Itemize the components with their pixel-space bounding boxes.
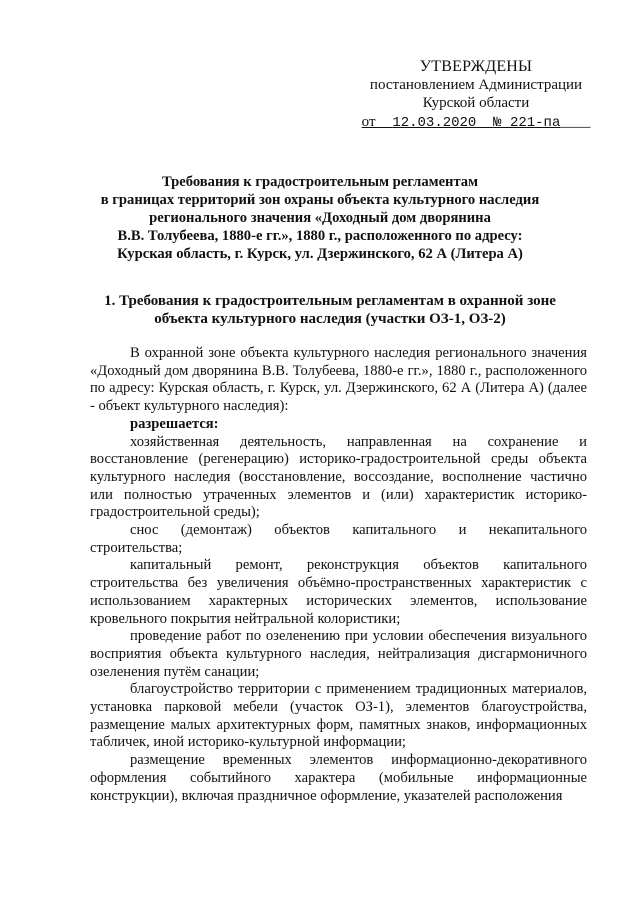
approval-date-line <box>360 113 592 132</box>
approval-region: Курской области <box>422 95 530 111</box>
approval-authority: постановлением Администрации <box>369 77 583 93</box>
permitted-label: разрешается: <box>130 415 219 432</box>
approval-stamp <box>360 58 592 132</box>
body-paragraph: хозяйственная деятельность, направленная на сохранение и восстановление (регенерацию) историко-градостроительной среды объекта культурного наследия (восстановление, воссоздание, восполнение частично или полностью утраченных элементов и (или) характеристик историко-градостроительной среды); <box>90 433 587 521</box>
title-line: В.В. Толубеева, 1880-е гг.», 1880 г., расположенного по адресу: <box>117 228 523 244</box>
approval-date: 12.03.2020 <box>392 115 477 131</box>
body-paragraph: снос (демонтаж) объектов капитального и некапитального строительства; <box>90 522 587 556</box>
title-line: в границах территорий зон охраны объекта культурного наследия <box>100 192 540 208</box>
approval-heading: УТВЕРЖДЕНЫ <box>419 58 533 75</box>
body-paragraph: капитальный ремонт, реконструкция объектов капитального строительства без увеличения объёмно-пространственных характеристик с использованием характерных исторических элементов, использование кровельного покрытия нейтральной колористики; <box>90 557 587 627</box>
document-body <box>90 345 587 805</box>
approval-trailing: ____ <box>560 114 591 130</box>
body-paragraph: размещение временных элементов информационно-декоративного оформления событийного характера (мобильные информационные конструкции), включая праздничное оформление, указателей расположения <box>90 752 587 804</box>
body-paragraph: благоустройство территории с применением традиционных материалов, установка парковой мебели (участок ОЗ-1), элементов благоустройства, размещение малых архитектурных форм, памятных знаков, информационных табличек, иной историко-культурной информации; <box>90 681 587 751</box>
title-line: Курская область, г. Курск, ул. Дзержинского, 62 А (Литера А) <box>117 246 523 262</box>
section-heading-line: 1. Требования к градостроительным регламентам в охранной зоне <box>104 293 556 309</box>
body-paragraph: В охранной зоне объекта культурного наследия регионального значения «Доходный дом дворянина В.В. Толубеева, 1880-е гг.», 1880 г., расположенного по адресу: Курская область, г. Курск, ул. Дзержинского, 62 А (Литера А) (далее - объект культурного наследия): <box>90 345 587 415</box>
section-heading-line: объекта культурного наследия (участки ОЗ-1, ОЗ-2) <box>154 311 506 327</box>
body-paragraph: проведение работ по озеленению при условии обеспечения визуального восприятия объекта культурного наследия, нейтрализация дисгармоничного озеленения путём санации; <box>90 628 587 680</box>
approval-date-prefix: от <box>361 114 376 130</box>
approval-number: № 221-па <box>493 115 561 131</box>
title-line: регионального значения «Доходный дом дворянина <box>149 210 491 226</box>
title-line: Требования к градостроительным регламентам <box>161 174 479 190</box>
section-heading <box>80 292 580 328</box>
document-title <box>80 173 560 263</box>
